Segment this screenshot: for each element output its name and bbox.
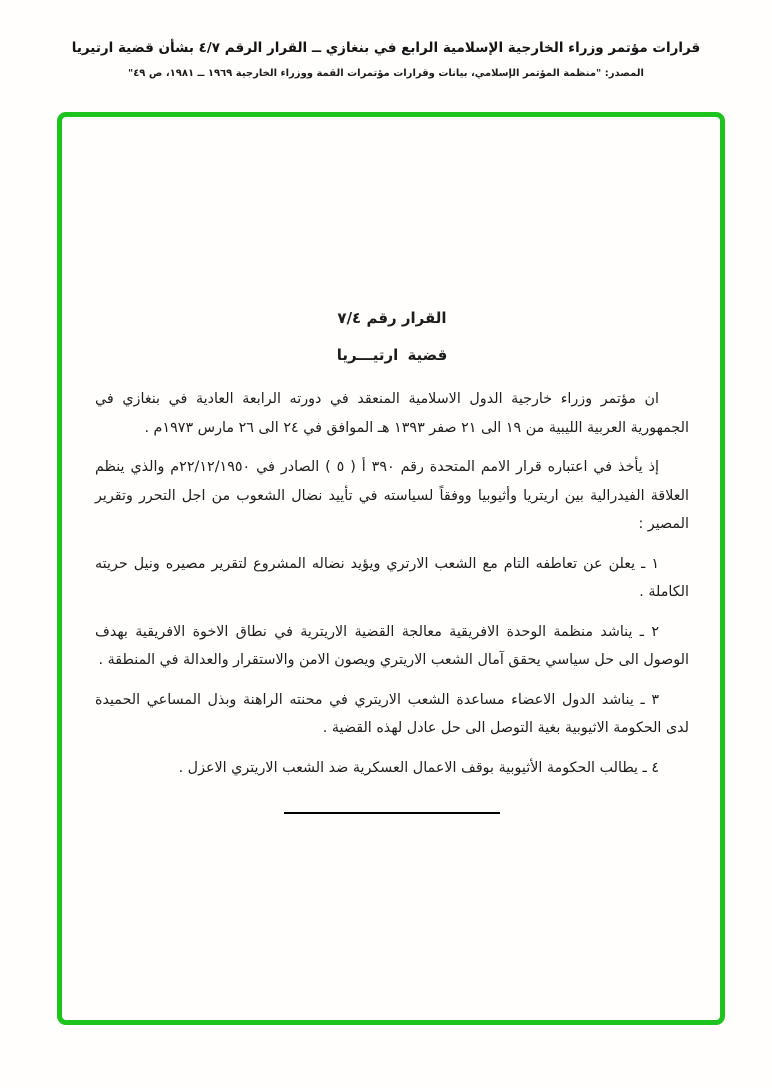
- document-header: [0, 38, 772, 79]
- resolution-item-4: ٤ ـ يطالب الحكومة الأثيوبية بوقف الاعمال العسكرية ضد الشعب الاريتري الاعزل .: [178, 759, 659, 776]
- resolution-item-3: ٣ ـ يناشد الدول الاعضاء مساعدة الشعب الاريتري في محنته الراهنة وبذل المساعي الحميدة لدى الحكومة الاثيوبية بغية التوصل الى حل عادل لهذه القضية .: [95, 691, 689, 736]
- resolution-document: [62, 117, 720, 814]
- resolution-item-2: ٢ ـ يناشد منظمة الوحدة الافريقية معالجة القضية الاريترية في نطاق الاخوة الافريقية بهدف الوصول الى حل سياسي يحقق آمال الشعب الاريتري ويصون الامن والاستقرار والعدالة في المنطقة .: [95, 623, 689, 668]
- green-highlight-frame: [57, 112, 725, 1025]
- end-divider: [284, 812, 500, 814]
- resolution-number: القرار رقم ٧/٤: [337, 309, 447, 327]
- preamble-paragraph: ان مؤتمر وزراء خارجية الدول الاسلامية المنعقد في دورته الرابعة العادية في بنغازي في الجمهورية العربية الليبية من ١٩ الى ٢١ صفر ١٣٩٣ هـ الموافق في ٢٤ الى ٢٦ مارس ١٩٧٣م .: [95, 391, 689, 436]
- header-title: قرارات مؤتمر وزراء الخارجية الإسلامية الرابع في بنغازي ــ القرار الرقم ٤/٧ بشأن قضية ارتيريا: [71, 40, 701, 56]
- resolution-item-1: ١ ـ يعلن عن تعاطفه التام مع الشعب الارتري ويؤيد نضاله المشروع لتقرير مصيره ونيل حريته الكاملة .: [95, 555, 689, 600]
- considering-paragraph: إذ يأخذ في اعتباره قرار الامم المتحدة رقم ٣٩٠ أ ( ٥ ) الصادر في ٢٢/١٢/١٩٥٠م والذي ينظم العلاقة الفيدرالية بين اريتريا وأثيوبيا ووفقاً لسياسته في تأييد نضال الشعوب من اجل التحرر وتقرير المصير :: [95, 459, 689, 532]
- header-source: المصدر: "منظمة المؤتمر الإسلامي، بيانات وقرارات مؤتمرات القمة ووزراء الخارجية ١٩٦٩ ــ ١٩٨١، ص ٤٩": [127, 68, 644, 80]
- resolution-subject: قضية ارتيـــريا: [336, 346, 448, 364]
